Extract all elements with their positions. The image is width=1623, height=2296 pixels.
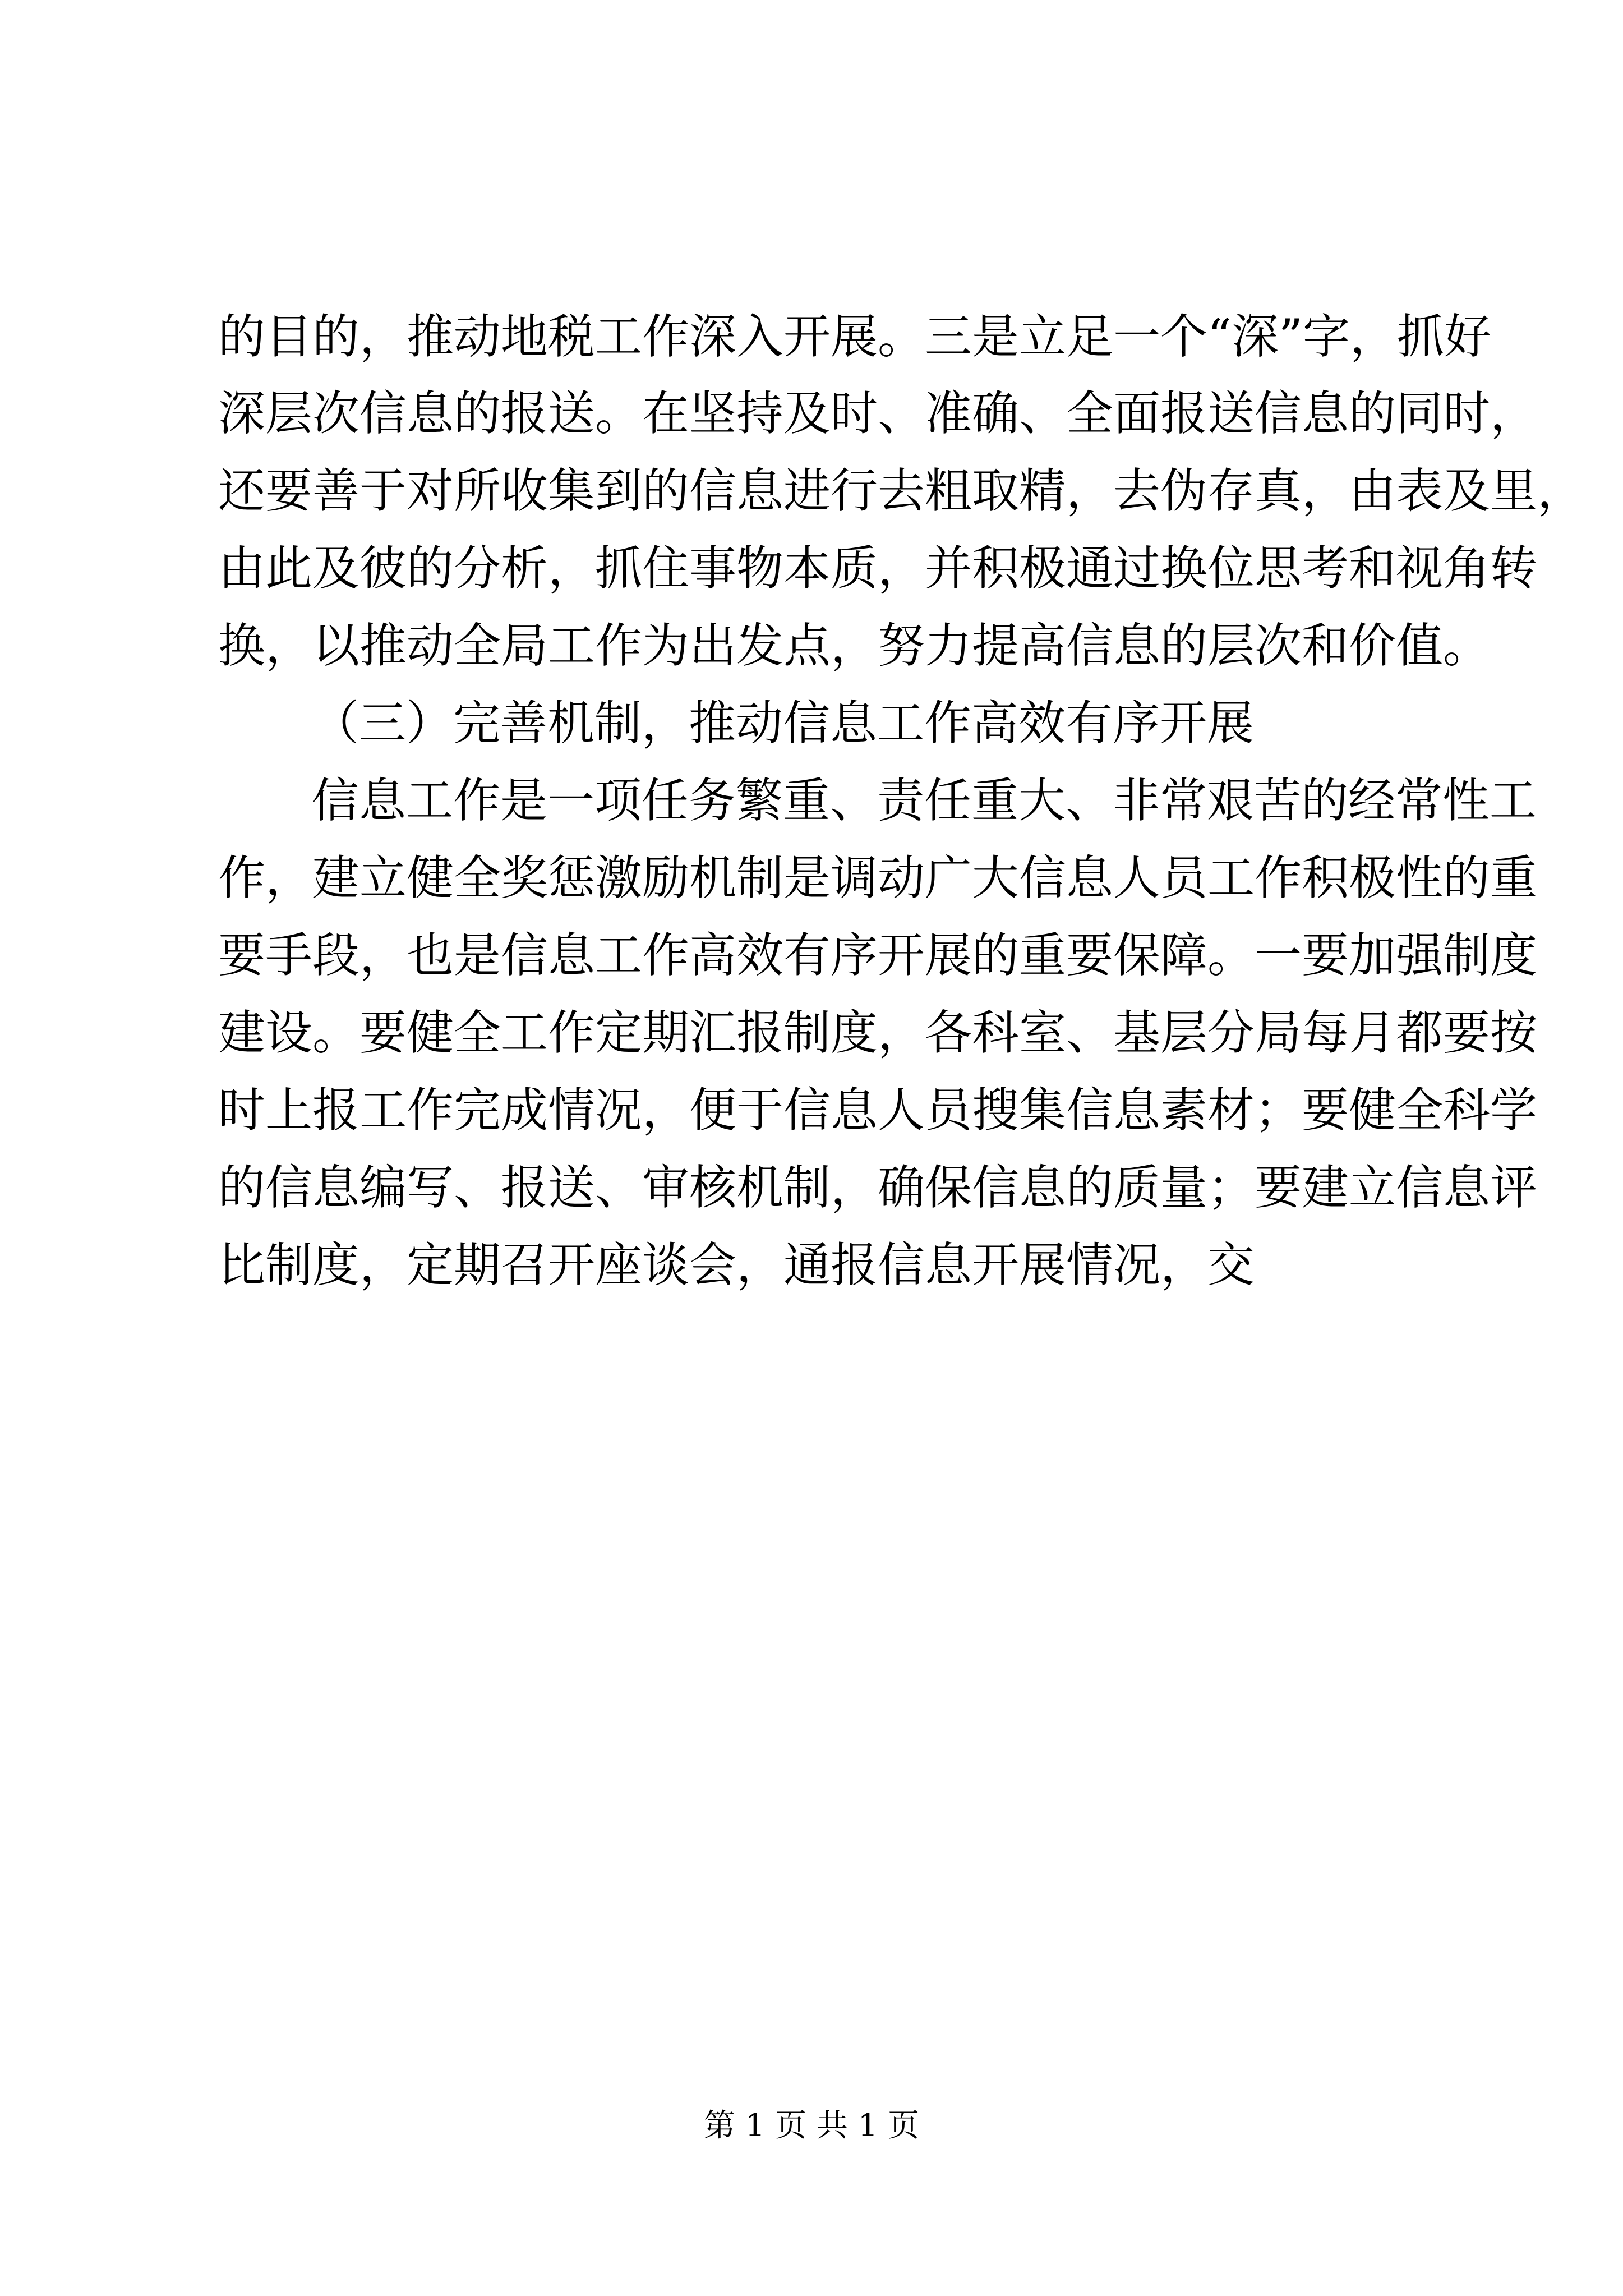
text-line: 要手段，也是信息工作高效有序开展的重要保障。一要加强制度 [218, 928, 1538, 983]
page-number-label: 第 1 页 共 1 页 [703, 2108, 920, 2144]
text-line: 换，以推动全局工作为出发点，努力提高信息的层次和价值。 [218, 618, 1491, 673]
page-footer [0, 2106, 1623, 2146]
text-line: 还要善于对所收集到的信息进行去粗取精，去伪存真，由表及里， [218, 463, 1585, 518]
text-line: 作，建立健全奖惩激励机制是调动广大信息人员工作积极性的重 [218, 850, 1538, 905]
text-line: 由此及彼的分析，抓住事物本质，并积极通过换位思考和视角转 [218, 541, 1538, 596]
section-heading: （三）完善机制，推动信息工作高效有序开展 [312, 696, 1255, 751]
text-line: 的信息编写、报送、审核机制，确保信息的质量；要建立信息评 [218, 1160, 1538, 1215]
text-line: 时上报工作完成情况，便于信息人员搜集信息素材；要健全科学 [218, 1083, 1538, 1138]
text-line: 的目的，推动地税工作深入开展。三是立足一个“深”字，抓好 [218, 309, 1491, 364]
text-line: 建设。要健全工作定期汇报制度，各科室、基层分局每月都要按 [218, 1005, 1538, 1060]
text-line: 比制度，定期召开座谈会，通报信息开展情况，交 [218, 1237, 1255, 1292]
text-line: 深层次信息的报送。在坚持及时、准确、全面报送信息的同时， [218, 386, 1538, 441]
text-line: 信息工作是一项任务繁重、责任重大、非常艰苦的经常性工 [312, 773, 1537, 828]
